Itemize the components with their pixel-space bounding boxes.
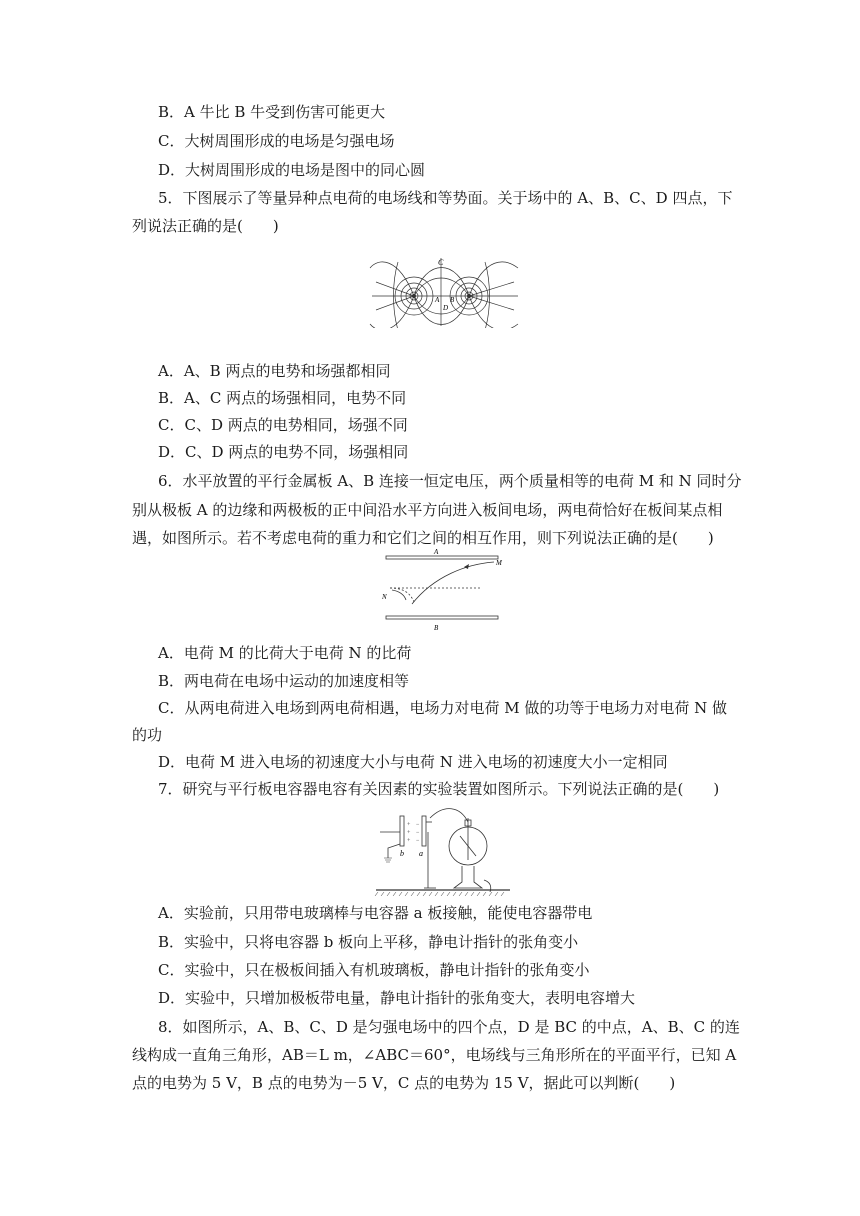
q6-option-c-2: 的功 (132, 726, 163, 744)
q5-option-b: B．A、C 两点的场强相同，电势不同 (158, 389, 407, 407)
q8-stem-3: 点的电势为 5 V，B 点的电势为－5 V，C 点的电势为 15 V，据此可以判断( ) (132, 1074, 676, 1092)
svg-text:−: − (416, 822, 420, 828)
q6-stem-1: 6．水平放置的平行金属板 A、B 连接一恒定电压，两个质量相等的电荷 M 和 N 同时分 (158, 472, 742, 490)
q6-option-b: B．两电荷在电场中运动的加速度相等 (158, 672, 410, 690)
label-d: D (443, 304, 449, 312)
q5-option-d: D．C、D 两点的电势不同，场强相同 (158, 443, 409, 461)
option-c-prev: C．大树周围形成的电场是匀强电场 (158, 132, 395, 150)
option-d-prev: D．大树周围形成的电场是图中的同心圆 (158, 161, 426, 179)
q6-option-a: A．电荷 M 的比荷大于电荷 N 的比荷 (158, 644, 412, 662)
q6-option-d: D．电荷 M 进入电场的初速度大小与电荷 N 进入电场的初速度大小一定相同 (158, 753, 668, 771)
q6-option-c-1: C．从两电荷进入电场到两电荷相遇，电场力对电荷 M 做的功等于电场力对电荷 N 做 (158, 699, 728, 717)
plate-a-label: a (419, 849, 423, 858)
q7-option-d: D．实验中，只增加极板带电量，静电计指针的张角变大，表明电容增大 (158, 989, 636, 1007)
label-b: B (450, 296, 455, 304)
q7-option-b: B．实验中，只将电容器 b 板向上平移，静电计指针的张角变小 (158, 933, 579, 951)
q5-stem-2: 列说法正确的是( ) (132, 217, 279, 235)
q5-option-a: A．A、B 两点的电势和场强都相同 (158, 362, 391, 380)
parallel-plates-figure (372, 544, 512, 634)
label-c: C (438, 258, 444, 267)
q6-stem-3: 遇，如图所示。若不考虑电荷的重力和它们之间的相互作用，则下列说法正确的是( ) (132, 529, 714, 547)
svg-text:−: − (416, 830, 420, 836)
plate-b-label: b (400, 849, 404, 858)
svg-text:−: − (416, 838, 420, 844)
svg-text:+: + (407, 830, 411, 836)
label-a: A (435, 296, 440, 304)
dipole-field-figure (368, 252, 522, 328)
svg-text:+: + (407, 822, 411, 828)
q5-option-c: C．C、D 两点的电势相同，场强不同 (158, 416, 408, 434)
q7-stem: 7．研究与平行板电容器电容有关因素的实验装置如图所示。下列说法正确的是( ) (158, 780, 720, 798)
charge-n-label: N (382, 593, 387, 601)
q8-stem-2: 线构成一直角三角形，AB＝L m，∠ABC＝60°，电场线与三角形所在的平面平行，已知 A (132, 1046, 737, 1064)
q5-stem-1: 5．下图展示了等量异种点电荷的电场线和等势面。关于场中的 A、B、C、D 四点，下 (158, 189, 733, 207)
q6-stem-2: 别从极板 A 的边缘和两极板的正中间沿水平方向进入板间电场，两电荷恰好在板间某点相 (132, 501, 723, 519)
plate-b-label: B (434, 624, 439, 632)
q7-option-a: A．实验前，只用带电玻璃棒与电容器 a 板接触，能使电容器带电 (158, 904, 593, 922)
q8-stem-1: 8．如图所示，A、B、C、D 是匀强电场中的四个点，D 是 BC 的中点，A、B、C 的连 (158, 1018, 740, 1036)
svg-text:+: + (407, 838, 411, 844)
option-5b-prev: B．A 牛比 B 牛受到伤害可能更大 (158, 103, 386, 121)
q7-option-c: C．实验中，只在极板间插入有机玻璃板，静电计指针的张角变小 (158, 961, 590, 979)
capacitor-electrometer-figure (374, 808, 514, 900)
charge-m-label: M (496, 559, 502, 567)
plate-a-label: A (434, 548, 439, 556)
